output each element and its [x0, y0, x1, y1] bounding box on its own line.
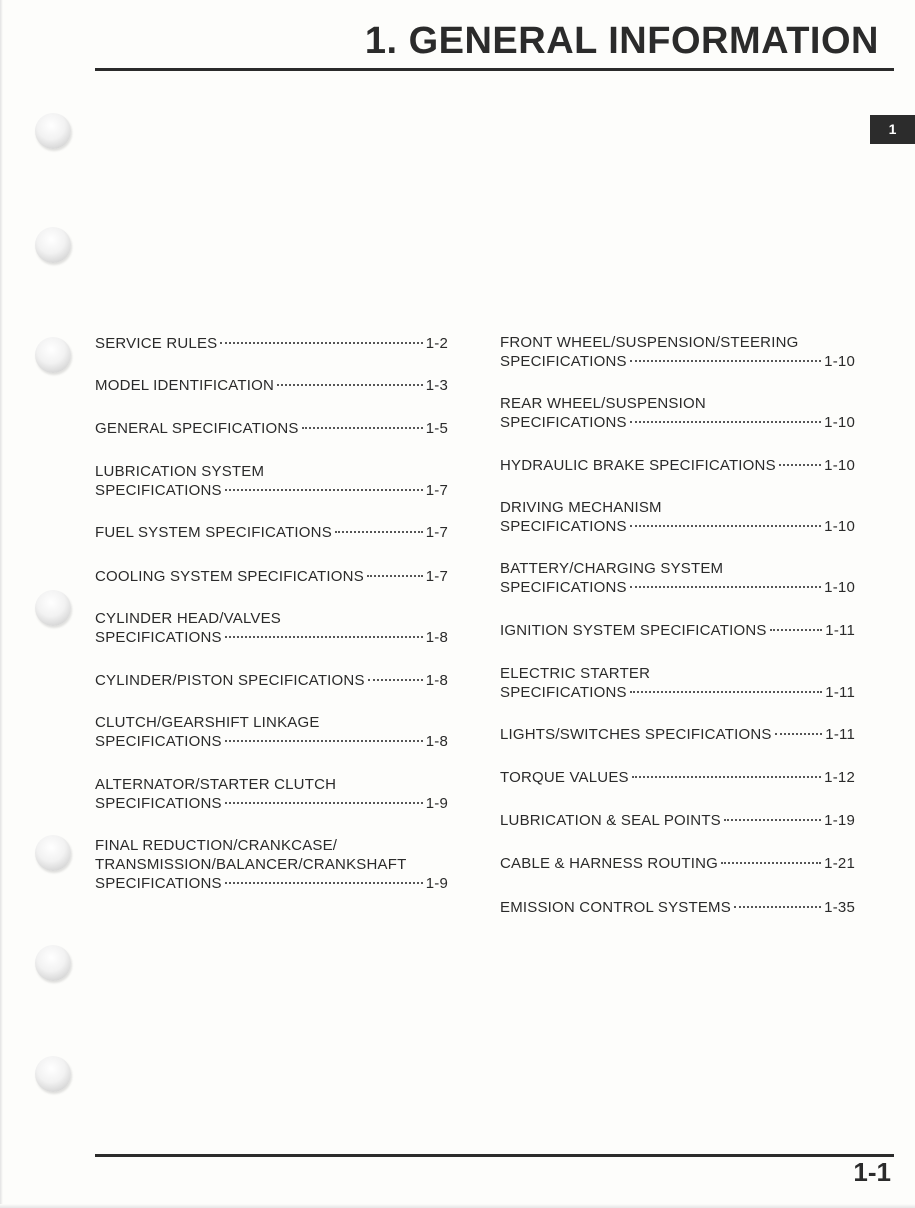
toc-entry-page: 1-19: [824, 812, 855, 829]
toc-entry-title: BATTERY/CHARGING SYSTEM: [500, 560, 724, 577]
toc-entry-page: 1-11: [825, 726, 855, 743]
toc-entry-lights-switches[interactable]: [500, 725, 855, 744]
toc-leader-dots: [724, 819, 821, 821]
binder-hole: [35, 337, 71, 373]
binder-edge: [0, 0, 3, 1208]
toc-entry-alternator-starter-clutch[interactable]: [95, 775, 448, 813]
toc-entry-title: CYLINDER/PISTON SPECIFICATIONS: [95, 672, 365, 689]
toc-entry-page: 1-7: [425, 482, 448, 499]
toc-entry-title: REAR WHEEL/SUSPENSION: [500, 395, 706, 412]
toc-leader-dots: [630, 525, 821, 527]
toc-entry-title: GENERAL SPECIFICATIONS: [95, 420, 299, 437]
binder-hole: [35, 113, 71, 149]
toc-entry-final-reduction[interactable]: [95, 836, 448, 893]
toc-entry-page: 1-35: [824, 899, 855, 916]
toc-leader-dots: [775, 733, 823, 735]
toc-entry-fuel-system[interactable]: [95, 523, 448, 542]
toc-entry-title: FINAL REDUCTION/CRANKCASE/: [95, 837, 338, 854]
toc-leader-dots: [225, 489, 423, 491]
toc-entry-subtitle: SPECIFICATIONS: [500, 684, 627, 701]
toc-entry-page: 1-7: [425, 568, 448, 585]
toc-entry-title: LUBRICATION SYSTEM: [95, 463, 265, 480]
toc-entry-driving-mechanism[interactable]: [500, 498, 855, 536]
toc-entry-title: CLUTCH/GEARSHIFT LINKAGE: [95, 714, 320, 731]
toc-entry-title: FUEL SYSTEM SPECIFICATIONS: [95, 524, 332, 541]
toc-leader-dots: [225, 802, 423, 804]
toc-entry-page: 1-10: [824, 414, 855, 431]
toc-entry-subtitle: SPECIFICATIONS: [500, 518, 627, 535]
toc-entry-title: SERVICE RULES: [95, 335, 218, 352]
toc-entry-ignition-system[interactable]: [500, 621, 855, 640]
toc-entry-subtitle: SPECIFICATIONS: [95, 875, 222, 892]
toc-entry-hydraulic-brake[interactable]: [500, 456, 855, 475]
toc-entry-page: 1-12: [824, 769, 855, 786]
toc-entry-subtitle: SPECIFICATIONS: [500, 414, 627, 431]
toc-entry-page: 1-9: [425, 875, 448, 892]
toc-entry-title: COOLING SYSTEM SPECIFICATIONS: [95, 568, 364, 585]
toc-leader-dots: [779, 464, 821, 466]
toc-leader-dots: [335, 531, 423, 533]
toc-entry-page: 1-8: [425, 733, 448, 750]
toc-entry-title: ELECTRIC STARTER: [500, 665, 651, 682]
toc-entry-title-cont: TRANSMISSION/BALANCER/CRANKSHAFT: [95, 856, 407, 873]
toc-entry-cylinder-head-valves[interactable]: [95, 609, 448, 647]
toc-entry-subtitle: SPECIFICATIONS: [95, 482, 222, 499]
toc-entry-general-specifications[interactable]: [95, 419, 448, 438]
binder-hole: [35, 590, 71, 626]
toc-leader-dots: [225, 882, 423, 884]
toc-entry-title: ALTERNATOR/STARTER CLUTCH: [95, 776, 337, 793]
toc-leader-dots: [630, 586, 821, 588]
toc-entry-title: CYLINDER HEAD/VALVES: [95, 610, 281, 627]
toc-entry-page: 1-21: [824, 855, 855, 872]
toc-entry-front-wheel[interactable]: [500, 333, 855, 371]
toc-entry-page: 1-2: [425, 335, 448, 352]
toc-entry-subtitle: SPECIFICATIONS: [95, 629, 222, 646]
toc-entry-clutch-gearshift[interactable]: [95, 713, 448, 751]
toc-leader-dots: [630, 421, 821, 423]
toc-entry-title: LIGHTS/SWITCHES SPECIFICATIONS: [500, 726, 772, 743]
toc-entry-emission-control[interactable]: [500, 898, 855, 917]
toc-entry-electric-starter[interactable]: [500, 664, 855, 702]
toc-entry-service-rules[interactable]: [95, 334, 448, 353]
toc-leader-dots: [277, 384, 423, 386]
toc-entry-subtitle: SPECIFICATIONS: [500, 579, 627, 596]
toc-entry-title: IGNITION SYSTEM SPECIFICATIONS: [500, 622, 767, 639]
toc-leader-dots: [632, 776, 821, 778]
toc-entry-subtitle: SPECIFICATIONS: [500, 353, 627, 370]
toc-entry-page: 1-11: [825, 684, 855, 701]
toc-entry-subtitle: SPECIFICATIONS: [95, 795, 222, 812]
toc-leader-dots: [225, 636, 423, 638]
binder-hole: [35, 835, 71, 871]
toc-leader-dots: [630, 360, 821, 362]
toc-leader-dots: [770, 629, 823, 631]
toc-entry-cable-harness-routing[interactable]: [500, 854, 855, 873]
toc-entry-title: TORQUE VALUES: [500, 769, 629, 786]
footer-rule: [95, 1154, 894, 1157]
toc-entry-title: DRIVING MECHANISM: [500, 499, 662, 516]
toc-entry-page: 1-10: [824, 579, 855, 596]
binder-hole: [35, 945, 71, 981]
toc-leader-dots: [367, 575, 423, 577]
toc-entry-torque-values[interactable]: [500, 768, 855, 787]
binder-hole: [35, 1056, 71, 1092]
toc-leader-dots: [630, 691, 823, 693]
toc-leader-dots: [721, 862, 821, 864]
toc-leader-dots: [734, 906, 821, 908]
toc-entry-page: 1-5: [425, 420, 448, 437]
toc-entry-model-identification[interactable]: [95, 376, 448, 395]
toc-entry-page: 1-10: [824, 457, 855, 474]
toc-entry-page: 1-9: [425, 795, 448, 812]
toc-leader-dots: [225, 740, 423, 742]
toc-entry-title: MODEL IDENTIFICATION: [95, 377, 275, 394]
toc-entry-cylinder-piston[interactable]: [95, 671, 448, 690]
toc-entry-page: 1-3: [425, 377, 448, 394]
toc-leader-dots: [302, 427, 423, 429]
toc-entry-page: 1-8: [425, 629, 448, 646]
toc-entry-lubrication-system[interactable]: [95, 462, 448, 500]
toc-entry-page: 1-10: [824, 518, 855, 535]
section-tab[interactable]: 1: [870, 115, 915, 144]
page-number: 1-1: [853, 1157, 891, 1187]
toc-entry-battery-charging[interactable]: [500, 559, 855, 597]
toc-entry-title: CABLE & HARNESS ROUTING: [500, 855, 718, 872]
toc-entry-page: 1-10: [824, 353, 855, 370]
toc-entry-page: 1-8: [425, 672, 448, 689]
toc-entry-title: FRONT WHEEL/SUSPENSION/STEERING: [500, 334, 799, 351]
toc-entry-title: LUBRICATION & SEAL POINTS: [500, 812, 721, 829]
toc-entry-lubrication-seal-points[interactable]: [500, 811, 855, 830]
toc-leader-dots: [368, 679, 423, 681]
toc-entry-title: HYDRAULIC BRAKE SPECIFICATIONS: [500, 457, 776, 474]
toc-leader-dots: [220, 342, 422, 344]
toc-entry-title: EMISSION CONTROL SYSTEMS: [500, 899, 731, 916]
binder-hole: [35, 227, 71, 263]
toc-entry-subtitle: SPECIFICATIONS: [95, 733, 222, 750]
toc-entry-cooling-system[interactable]: [95, 567, 448, 586]
toc-entry-page: 1-11: [825, 622, 855, 639]
toc-entry-page: 1-7: [425, 524, 448, 541]
toc-entry-rear-wheel[interactable]: [500, 394, 855, 432]
page-title: 1. GENERAL INFORMATION: [364, 20, 879, 62]
scan-edge: [0, 1204, 915, 1208]
header-rule: [95, 68, 894, 71]
